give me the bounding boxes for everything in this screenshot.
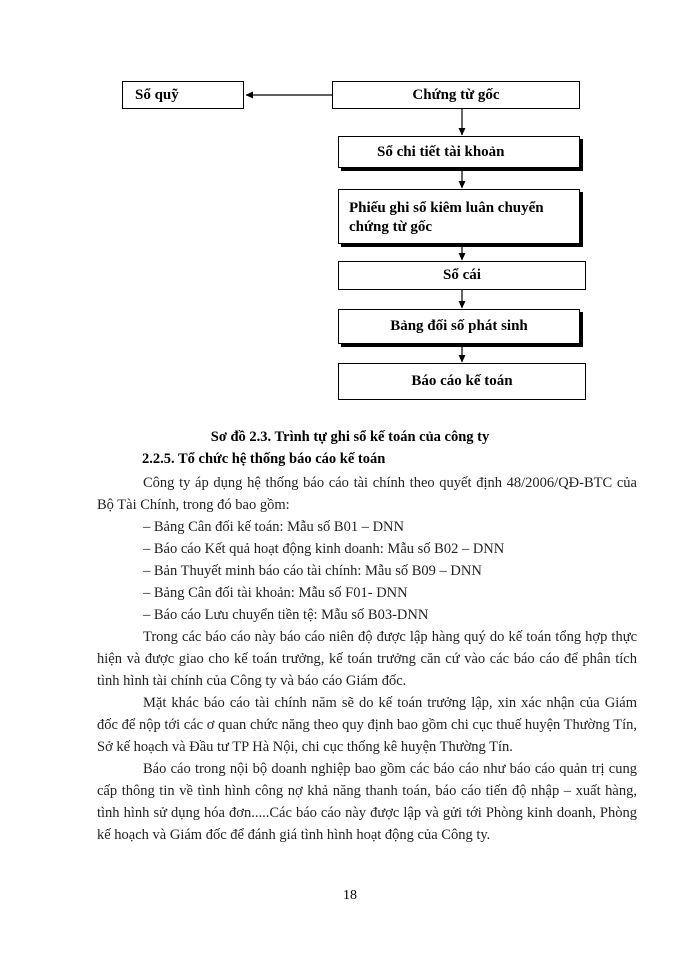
intro-paragraph: Công ty áp dụng hệ thống báo cáo tài chính theo quyết định 48/2006/QĐ-BTC của Bộ Tài Chính, trong đó bao gồm: bbox=[97, 475, 637, 513]
box-so-quy bbox=[122, 81, 244, 109]
report-list-item: – Bản Thuyết minh báo cáo tài chính: Mẫu số B09 – DNN bbox=[143, 563, 482, 579]
box-chung-tu-goc bbox=[332, 81, 580, 109]
box-bao-cao-ke-toan bbox=[338, 363, 586, 400]
box-so-chi-tiet-label: Sổ chi tiết tài khoản bbox=[377, 143, 505, 160]
body-paragraph: Báo cáo trong nội bộ doanh nghiệp bao gồm các báo cáo như báo cáo quản trị cung cấp thông tin về tình hình công nợ khả năng thanh toán, báo cáo tiến độ nhập – xuất hàng, tình hình sử dụng hóa đơn.....Các báo cáo này được lập và gửi tới Phòng kinh doanh, Phòng kế hoạch và Giám đốc để đánh giá tình hình hoạt động của Công ty. bbox=[97, 761, 637, 843]
section-body bbox=[97, 472, 637, 846]
box-phieu-ghi-so-line1: Phiếu ghi sổ kiêm luân chuyển bbox=[349, 199, 544, 216]
box-so-cai bbox=[338, 261, 586, 290]
box-bang-doi-so-label: Bảng đối số phát sinh bbox=[390, 318, 528, 334]
box-so-quy-label: Sổ quỹ bbox=[135, 86, 179, 103]
body-paragraph: Mặt khác báo cáo tài chính năm sẽ do kế toán trưởng lập, xin xác nhận của Giám đốc để nộp tới các ơ quan chức năng theo quy định bao gồm chi cục thuế huyện Thường Tín, Sở kế hoạch và Đầu tư TP Hà Nội, chi cục thống kê huyện Thường Tín. bbox=[97, 695, 637, 755]
report-list-item: – Bảng Cân đối kế toán: Mẫu số B01 – DNN bbox=[143, 519, 404, 535]
diagram-caption: Sơ đồ 2.3. Trình tự ghi sổ kế toán của công ty bbox=[210, 429, 490, 445]
box-chung-tu-goc-label: Chứng từ gốc bbox=[412, 86, 500, 103]
box-phieu-ghi-so-line2: chứng từ gốc bbox=[349, 218, 432, 235]
body-paragraph: Trong các báo cáo này báo cáo niên độ được lập hàng quý do kế toán tổng hợp thực hiện và được giao cho kế toán trưởng, kế toán trưởng căn cứ vào các báo cáo để phân tích tình hình tài chính của Công ty và báo cáo Giám đốc. bbox=[97, 629, 637, 689]
report-list-item: – Bảng Cân đối tài khoản: Mẫu số F01- DNN bbox=[143, 585, 408, 601]
section-heading: 2.2.5. Tổ chức hệ thống báo cáo kế toán bbox=[142, 451, 386, 467]
page-number: 18 bbox=[343, 888, 357, 903]
report-list-item: – Báo cáo Lưu chuyển tiền tệ: Mẫu số B03-DNN bbox=[143, 607, 429, 623]
box-bang-doi-so bbox=[338, 309, 580, 344]
box-phieu-ghi-so bbox=[338, 189, 580, 244]
box-so-chi-tiet bbox=[338, 136, 580, 168]
box-bao-cao-ke-toan-label: Báo cáo kế toán bbox=[411, 373, 513, 389]
report-list-item: – Báo cáo Kết quả hoạt động kinh doanh: Mẫu số B02 – DNN bbox=[143, 541, 505, 557]
box-so-cai-label: Sổ cái bbox=[443, 267, 481, 283]
